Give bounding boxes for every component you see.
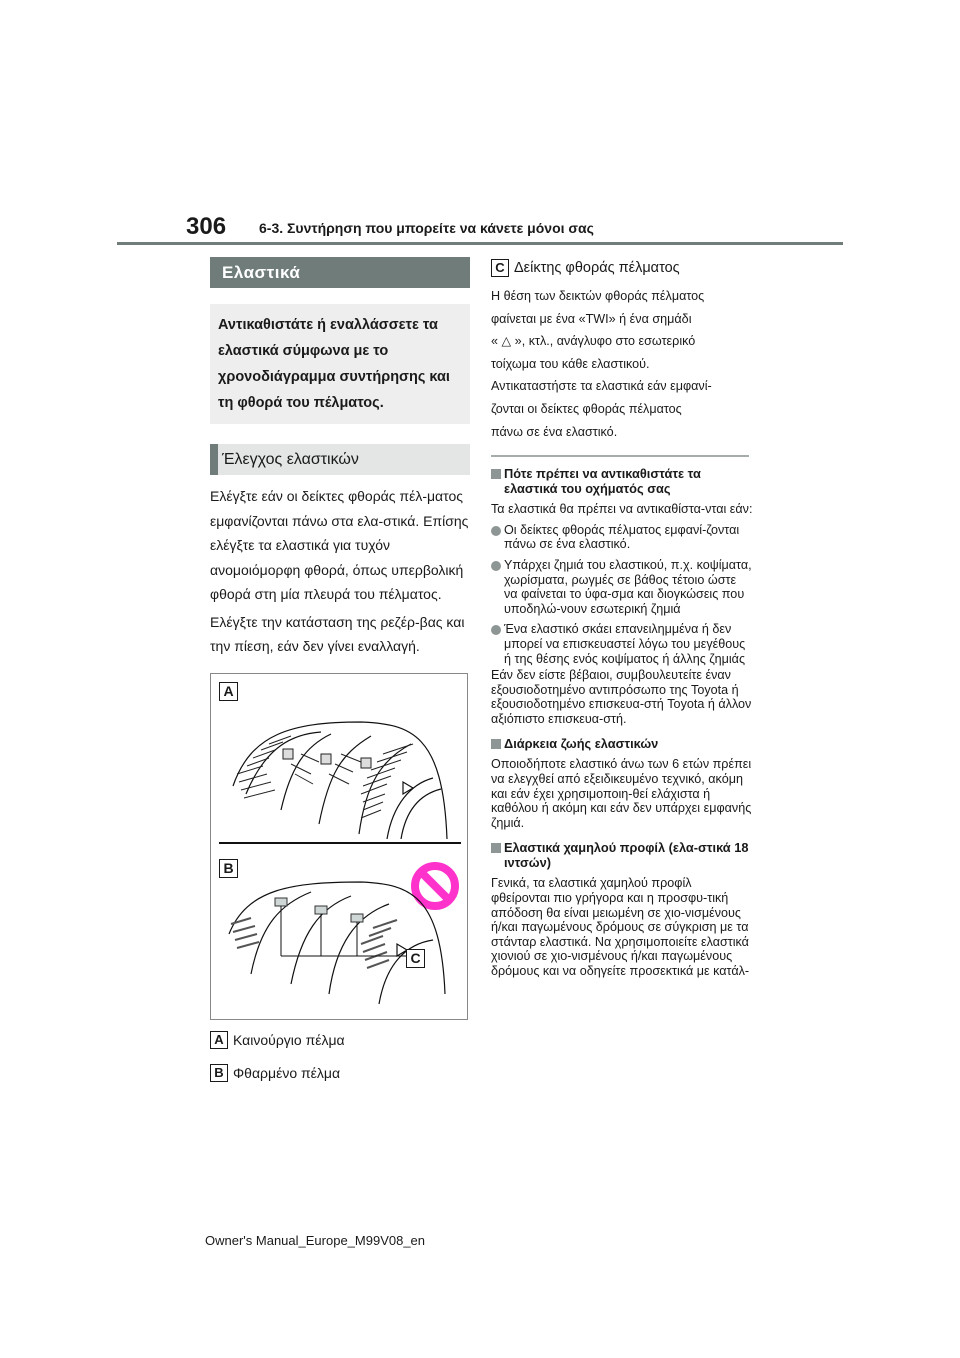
section-body: Οποιοδήποτε ελαστικό άνω των 6 ετών πρέπει να ελεγχθεί από εξειδικευμένο τεχνικό, ακόμη και εάν έχει χρησιμοποιη-θεί ελάχιστα ή καθόλου ή ακόμη και εάν δεν υπάρχει εμφανής ζημιά. bbox=[491, 757, 752, 830]
figure-label-c: C bbox=[406, 949, 425, 968]
header-rule bbox=[117, 242, 843, 245]
section-heading: Πότε πρέπει να αντικαθιστάτε τα ελαστικά του οχήματός σας bbox=[491, 466, 753, 496]
figure-label-b: B bbox=[219, 859, 238, 878]
right-column bbox=[491, 257, 753, 979]
bullet-item: Οι δείκτες φθοράς πέλματος εμφανί-ζονται πάνω σε ένα ελαστικό. bbox=[491, 523, 753, 552]
c-body-line: ζονται οι δείκτες φθοράς πέλματος bbox=[491, 401, 682, 416]
c-body-line: πάνω σε ένα ελαστικό. bbox=[491, 424, 618, 439]
section-heading: Ελαστικά χαμηλού προφίλ (ελα-στικά 18 ιντσών) bbox=[491, 840, 753, 870]
figure-label-a: A bbox=[219, 682, 238, 701]
bullet-item: Υπάρχει ζημιά του ελαστικού, π.χ. κοψίματα, χωρίσματα, ρωγμές σε βάθος τέτοιο ώστε να φαίνεται το ύφα-σμα και διογκώσεις που υποδηλώ-νουν εσωτερική ζημιά bbox=[491, 558, 753, 616]
c-body-line: « △ », κτλ., ανάγλυφο στο εσωτερικό bbox=[491, 334, 696, 349]
c-key: C bbox=[491, 259, 509, 277]
c-body-line: τοίχωμα του κάθε ελαστικού. bbox=[491, 356, 650, 371]
tire-wear-figure bbox=[210, 673, 468, 1020]
c-body bbox=[491, 285, 753, 443]
square-bullet-icon bbox=[491, 739, 501, 749]
worn-tire-illustration bbox=[211, 844, 469, 1019]
body-paragraph: Ελέγξτε την κατάσταση της ρεζέρ-βας και την πίεση, εάν δεν γίνει εναλλαγή. bbox=[210, 613, 465, 654]
bullet-item: Ένα ελαστικό σκάει επανειλημμένα ή δεν μπορεί να επισκευαστεί λόγω του μεγέθους ή της θέσης ενός κοψίματος ή άλλης ζημιάς bbox=[491, 622, 753, 666]
c-body-line: φαίνεται με ένα «TWI» ή ένα σημάδι bbox=[491, 311, 692, 326]
round-bullet-icon bbox=[491, 561, 501, 571]
c-body-line: Αντικαταστήστε τα ελαστικά εάν εμφανί- bbox=[491, 379, 712, 394]
square-bullet-icon bbox=[491, 843, 501, 853]
legend-item-b bbox=[210, 1064, 470, 1082]
footer-text: Owner's Manual_Europe_M99V08_en bbox=[205, 1233, 426, 1248]
legend-item-a bbox=[210, 1031, 470, 1049]
section-title: 6-3. Συντήρηση που μπορείτε να κάνετε μόνοι σας bbox=[259, 220, 594, 236]
legend-text: Καινούργιο πέλμα bbox=[233, 1032, 345, 1048]
section-heading: Διάρκεια ζωής ελαστικών bbox=[491, 736, 753, 751]
body-paragraph: Ελέγξτε εάν οι δείκτες φθοράς πέλ-ματος εμφανίζονται πάνω στα ελα-στικά. Επίσης ελέγξτε τα ελαστικά για τυχόν ανομοιόμορφη φθορά, όπως υπερβολική φθορά στη μία πλευρά του πέλματος. bbox=[210, 488, 469, 602]
legend-key: B bbox=[210, 1064, 228, 1082]
c-body-line: Η θέση των δεικτών φθοράς πέλματος bbox=[491, 289, 705, 303]
section-body: Γενικά, τα ελαστικά χαμηλού προφίλ φθείρονται πιο γρήγορα και η προσφυ-τική απόδοση θα είναι μειωμένη σε χιο-νισμένους ή/και παγωμένους δρόμους σε σύγκριση με τα στάνταρ ελαστικά. Να χρησιμοποιείτε ελαστικά χιονιού σε χιο-νισμένους ή/και παγωμένους δρόμους και να οδηγείτε προσεκτικά με κατάλ- bbox=[491, 876, 750, 978]
left-column bbox=[210, 257, 470, 659]
c-title bbox=[491, 257, 753, 279]
round-bullet-icon bbox=[491, 526, 501, 536]
summary-box: Αντικαθιστάτε ή εναλλάσσετε τα ελαστικά σύμφωνα με το χρονοδιάγραμμα συντήρησης και τη φθορά του πέλματος. bbox=[210, 304, 470, 424]
section-outro: Εάν δεν είστε βέβαιοι, συμβουλευτείτε έναν εξουσιοδοτημένο αντιπρόσωπο της Toyota ή εξουσιοδοτημένο επισκευα-στή Toyota ή άλλον αξιόπιστο επισκευα-στή. bbox=[491, 668, 752, 726]
new-tire-illustration bbox=[211, 674, 469, 839]
page-number: 306 bbox=[186, 213, 227, 240]
main-heading: Ελαστικά bbox=[210, 257, 470, 288]
section-intro: Τα ελαστικά θα πρέπει να αντικαθίστα-νται εάν: bbox=[491, 502, 753, 517]
legend-text: Φθαρμένο πέλμα bbox=[233, 1065, 341, 1081]
square-bullet-icon bbox=[491, 469, 501, 479]
section-divider bbox=[491, 455, 749, 457]
round-bullet-icon bbox=[491, 625, 501, 635]
c-title-text: Δείκτης φθοράς πέλματος bbox=[514, 260, 680, 276]
sub-heading: Έλεγχος ελαστικών bbox=[210, 444, 470, 475]
legend-key: A bbox=[210, 1031, 228, 1049]
